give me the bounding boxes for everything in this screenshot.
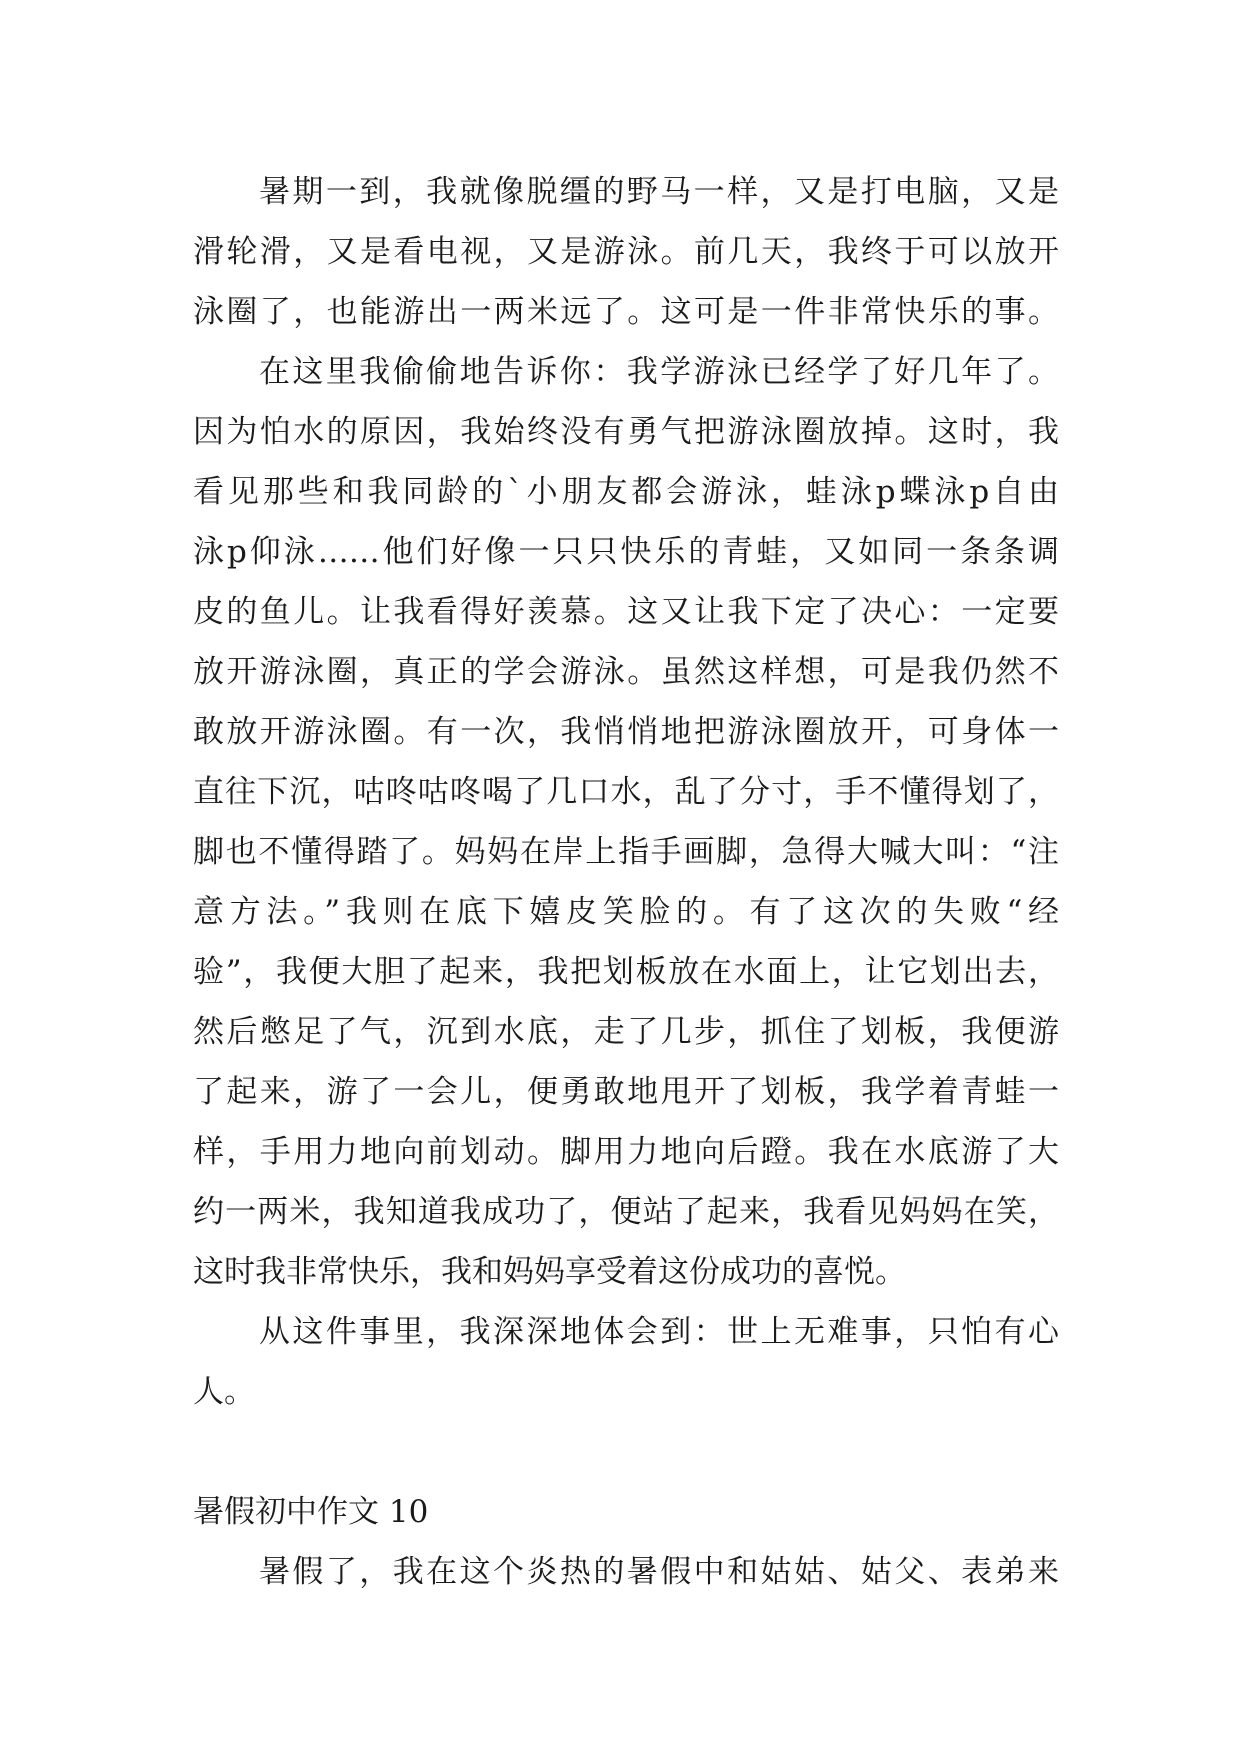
paragraph-line: 样，手用力地向前划动。脚用力地向后蹬。我在水底游了大 xyxy=(193,1134,1059,1170)
paragraph-1 xyxy=(193,162,1059,342)
paragraph-line: 滑轮滑，又是看电视，又是游泳。前几天，我终于可以放开 xyxy=(193,234,1059,270)
document-body xyxy=(193,162,1059,1602)
paragraph-line: 从这件事里，我深深地体会到：世上无难事，只怕有心 xyxy=(259,1314,1059,1350)
paragraph-line: 验”，我便大胆了起来，我把划板放在水面上，让它划出去， xyxy=(193,954,1059,990)
paragraph-line: 这时我非常快乐，我和妈妈享受着这份成功的喜悦。 xyxy=(193,1254,906,1290)
paragraph-3 xyxy=(193,1302,1059,1422)
paragraph-line: 皮的鱼儿。让我看得好羡慕。这又让我下定了决心：一定要 xyxy=(193,594,1059,630)
paragraph-4 xyxy=(193,1542,1059,1602)
section-heading: 暑假初中作文 10 xyxy=(193,1494,429,1530)
paragraph-line: 了起来，游了一会儿，便勇敢地甩开了划板，我学着青蛙一 xyxy=(193,1074,1059,1110)
paragraph-line: 直往下沉，咕咚咕咚喝了几口水，乱了分寸，手不懂得划了， xyxy=(193,774,1059,810)
paragraph-line: 敢放开游泳圈。有一次，我悄悄地把游泳圈放开，可身体一 xyxy=(193,714,1059,750)
paragraph-line: 在这里我偷偷地告诉你：我学游泳已经学了好几年了。 xyxy=(259,354,1059,390)
blank-line xyxy=(193,1422,1059,1482)
paragraph-line: 脚也不懂得踏了。妈妈在岸上指手画脚，急得大喊大叫：“注 xyxy=(193,834,1059,870)
paragraph-line: 看见那些和我同龄的`小朋友都会游泳，蛙泳p蝶泳p自由 xyxy=(193,474,1059,510)
paragraph-line: 人。 xyxy=(193,1374,255,1410)
paragraph-line: 放开游泳圈，真正的学会游泳。虽然这样想，可是我仍然不 xyxy=(193,654,1059,690)
paragraph-line: 泳圈了，也能游出一两米远了。这可是一件非常快乐的事。 xyxy=(193,294,1059,330)
paragraph-line: 然后憋足了气，沉到水底，走了几步，抓住了划板，我便游 xyxy=(193,1014,1059,1050)
paragraph-line: 暑假了，我在这个炎热的暑假中和姑姑、姑父、表弟来 xyxy=(259,1554,1059,1590)
paragraph-line: 因为怕水的原因，我始终没有勇气把游泳圈放掉。这时，我 xyxy=(193,414,1059,450)
paragraph-line: 泳p仰泳……他们好像一只只快乐的青蛙，又如同一条条调 xyxy=(193,534,1059,570)
paragraph-line: 暑期一到，我就像脱缰的野马一样，又是打电脑，又是 xyxy=(259,174,1059,210)
paragraph-2 xyxy=(193,342,1059,1302)
paragraph-line: 意方法。”我则在底下嬉皮笑脸的。有了这次的失败“经 xyxy=(193,894,1059,930)
paragraph-line: 约一两米，我知道我成功了，便站了起来，我看见妈妈在笑， xyxy=(193,1194,1059,1230)
